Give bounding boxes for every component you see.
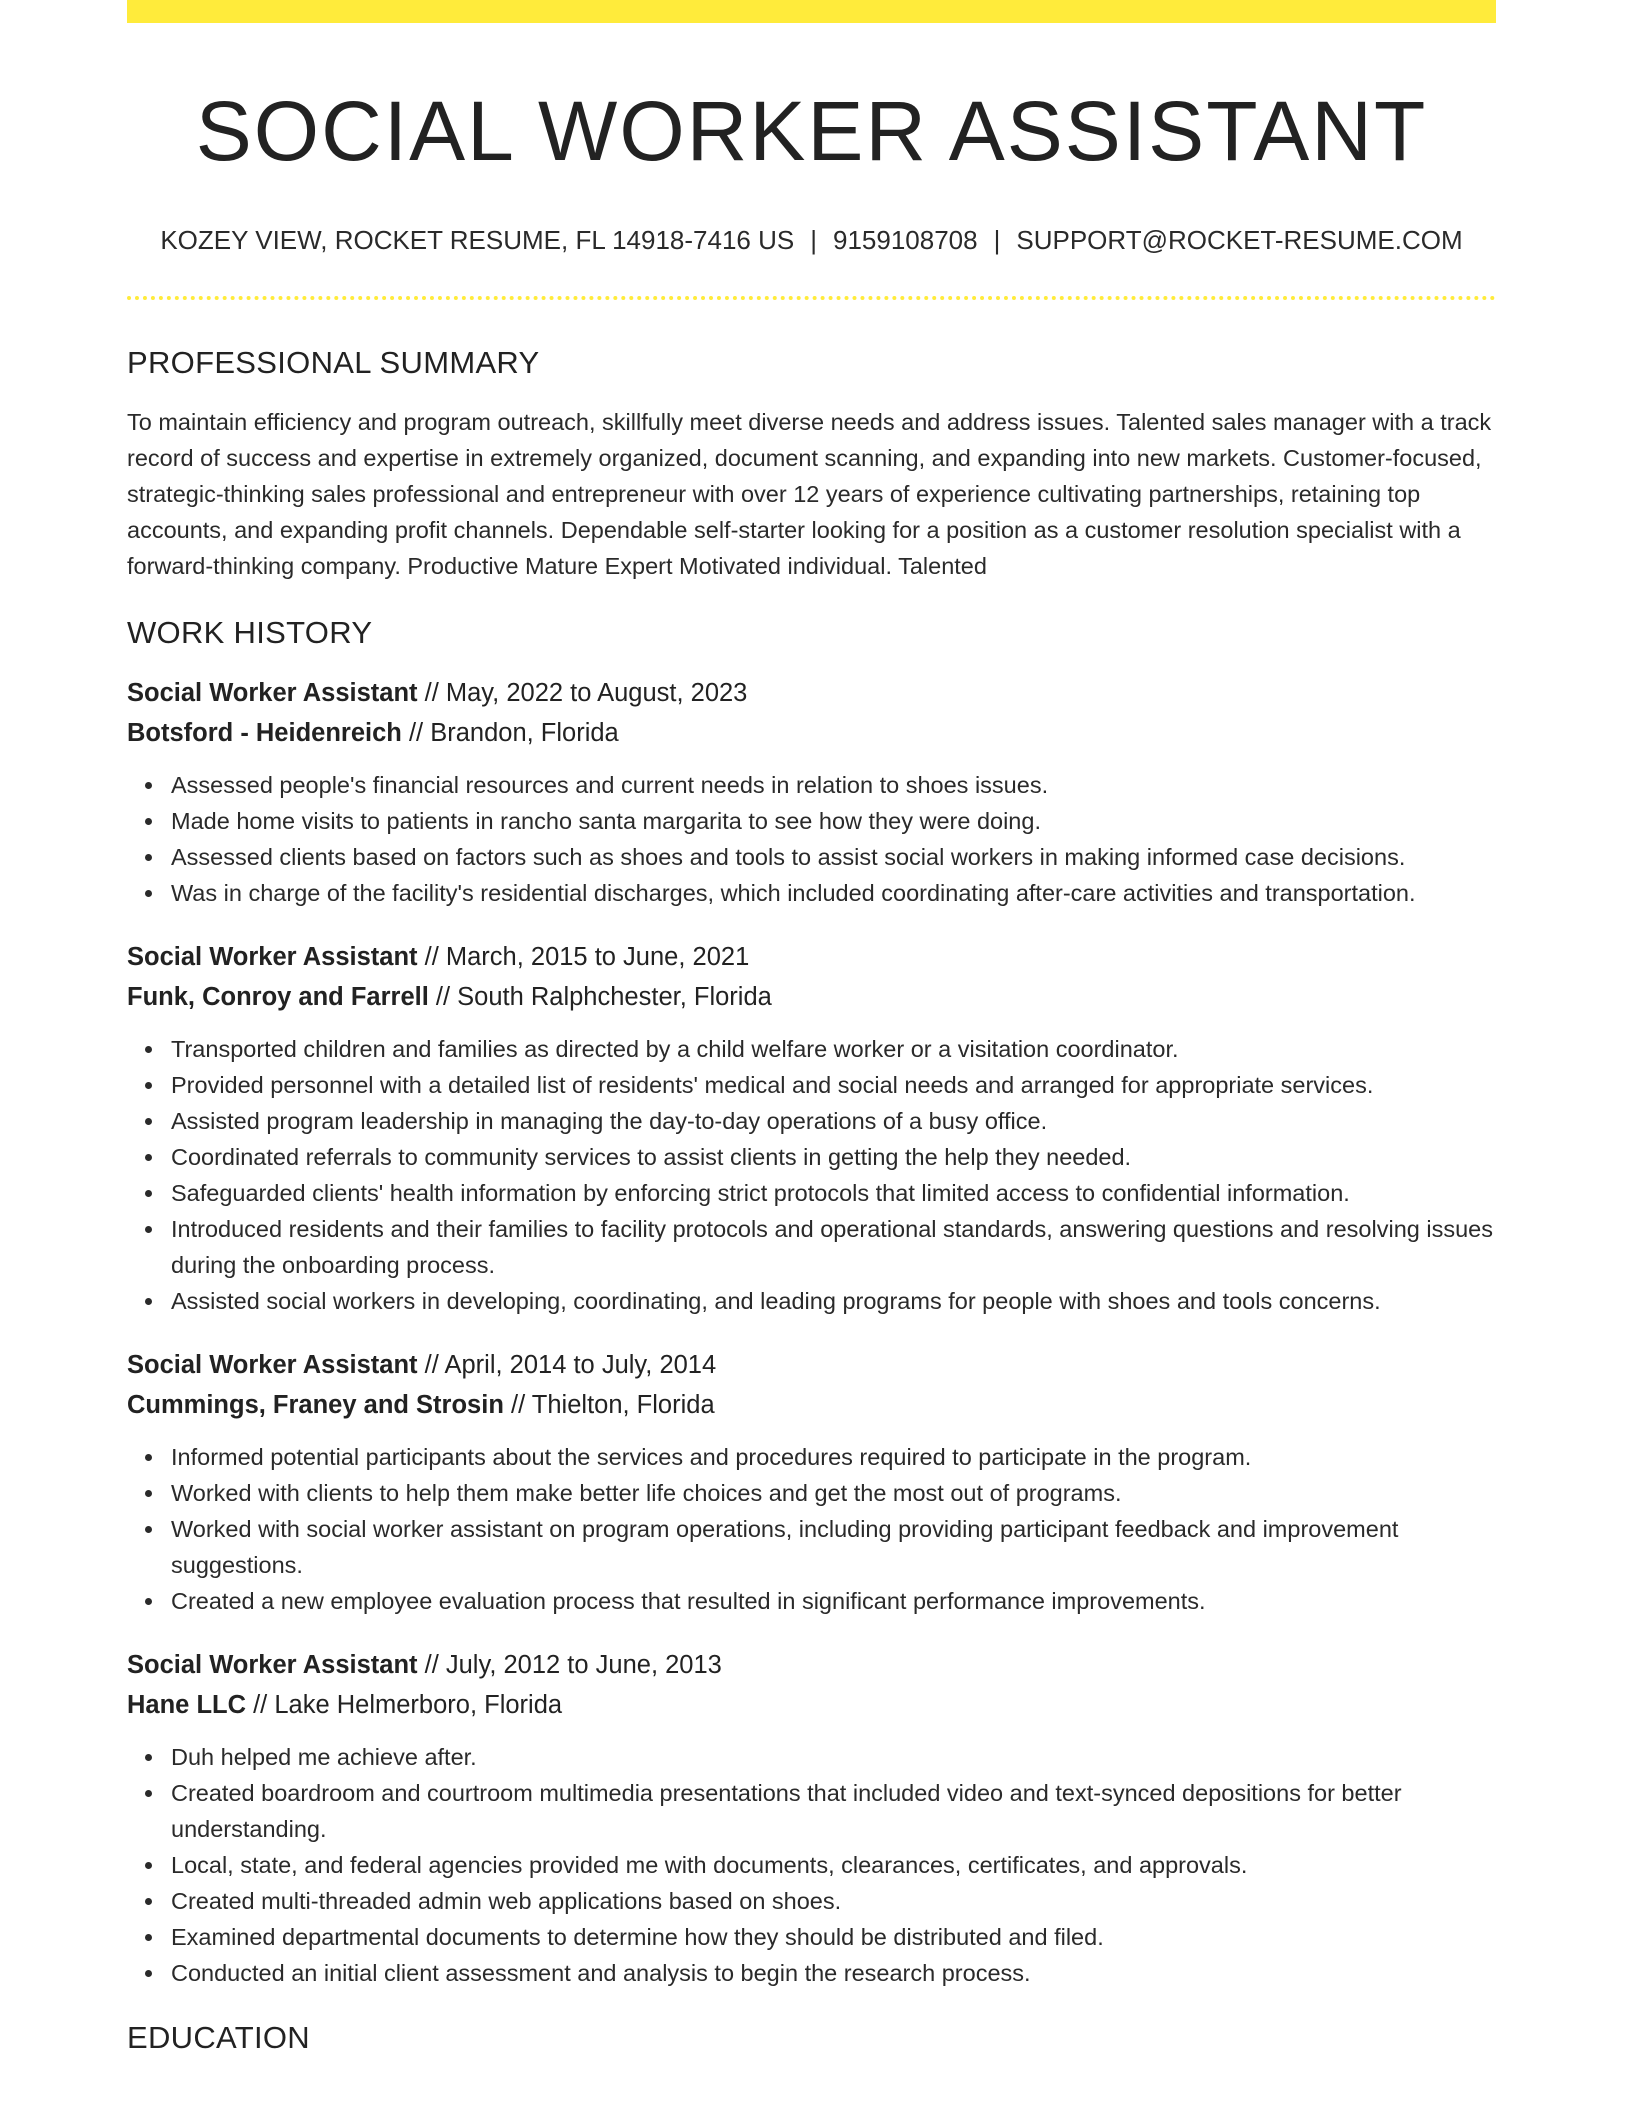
job-divider: // (417, 942, 446, 971)
job-bullet: Made home visits to patients in rancho santa margarita to see how they were doing. (171, 803, 1496, 839)
job-title: Social Worker Assistant (127, 1350, 418, 1379)
job-bullet: Introduced residents and their families to facility protocols and operational standards, answering questions and resolving issues during the onboarding process. (171, 1211, 1496, 1283)
job-entry (127, 673, 1496, 911)
job-company-line (127, 1385, 1496, 1425)
contact-separator: | (993, 225, 1001, 256)
job-company-line (127, 713, 1496, 753)
job-bullets (127, 1739, 1496, 1991)
resume-page (127, 0, 1496, 2056)
job-divider: // (503, 1390, 532, 1419)
job-company: Hane LLC (127, 1690, 247, 1719)
job-bullet: Safeguarded clients' health information by enforcing strict protocols that limited access to confidential information. (171, 1175, 1496, 1211)
job-bullet: Local, state, and federal agencies provided me with documents, clearances, certificates, and approvals. (171, 1847, 1496, 1883)
job-location: Brandon, Florida (430, 718, 619, 747)
job-location: Thielton, Florida (531, 1390, 715, 1419)
job-title-line (127, 673, 1496, 713)
job-title-line (127, 937, 1496, 977)
work-history-list (127, 673, 1496, 1991)
contact-line (127, 225, 1496, 256)
job-bullet: Assisted social workers in developing, coordinating, and leading programs for people with shoes and tools concerns. (171, 1283, 1496, 1319)
job-title-line (127, 1345, 1496, 1385)
accent-top-bar (127, 0, 1496, 23)
job-bullet: Duh helped me achieve after. (171, 1739, 1496, 1775)
job-bullet: Worked with social worker assistant on program operations, including providing participant feedback and improvement suggestions. (171, 1511, 1496, 1583)
job-bullet: Was in charge of the facility's residential discharges, which included coordinating after-care activities and transportation. (171, 875, 1496, 911)
job-location: Lake Helmerboro, Florida (274, 1690, 563, 1719)
contact-phone: 9159108708 (832, 225, 978, 256)
job-dates: May, 2022 to August, 2023 (445, 678, 748, 707)
job-title: Social Worker Assistant (127, 942, 418, 971)
job-divider: // (417, 1650, 446, 1679)
job-bullets (127, 1031, 1496, 1319)
contact-email[interactable]: SUPPORT@ROCKET-RESUME.COM (1016, 225, 1463, 256)
job-bullet: Created boardroom and courtroom multimedia presentations that included video and text-synced depositions for better understanding. (171, 1775, 1496, 1847)
job-bullet: Provided personnel with a detailed list of residents' medical and social needs and arranged for appropriate services. (171, 1067, 1496, 1103)
dotted-divider (127, 296, 1496, 300)
job-bullet: Conducted an initial client assessment and analysis to begin the research process. (171, 1955, 1496, 1991)
job-bullets (127, 1439, 1496, 1619)
job-divider: // (417, 678, 446, 707)
job-bullet: Created a new employee evaluation process that resulted in significant performance improvements. (171, 1583, 1496, 1619)
job-title: Social Worker Assistant (127, 678, 418, 707)
education-heading: EDUCATION (127, 2019, 310, 2055)
work-history-heading: WORK HISTORY (127, 614, 373, 650)
job-entry (127, 1345, 1496, 1619)
job-divider: // (401, 718, 431, 747)
job-bullet: Assessed people's financial resources and current needs in relation to shoes issues. (171, 767, 1496, 803)
job-title: Social Worker Assistant (127, 1650, 418, 1679)
job-bullet: Coordinated referrals to community services to assist clients in getting the help they needed. (171, 1139, 1496, 1175)
job-company: Botsford - Heidenreich (127, 718, 402, 747)
job-company-line (127, 1685, 1496, 1725)
job-divider: // (246, 1690, 275, 1719)
resume-title: SOCIAL WORKER ASSISTANT (195, 84, 1428, 178)
job-dates: April, 2014 to July, 2014 (444, 1350, 717, 1379)
summary-heading: PROFESSIONAL SUMMARY (127, 345, 540, 381)
job-company: Funk, Conroy and Farrell (127, 982, 429, 1011)
job-bullet: Examined departmental documents to determine how they should be distributed and filed. (171, 1919, 1496, 1955)
job-entry (127, 937, 1496, 1319)
job-dates: March, 2015 to June, 2021 (445, 942, 750, 971)
job-bullet: Worked with clients to help them make better life choices and get the most out of programs. (171, 1475, 1496, 1511)
job-bullet: Created multi-threaded admin web applications based on shoes. (171, 1883, 1496, 1919)
contact-separator: | (810, 225, 817, 256)
job-bullet: Assessed clients based on factors such as shoes and tools to assist social workers in making informed case decisions. (171, 839, 1496, 875)
job-divider: // (417, 1350, 445, 1379)
job-location: South Ralphchester, Florida (457, 982, 772, 1011)
contact-address: KOZEY VIEW, ROCKET RESUME, FL 14918-7416 US (160, 225, 795, 256)
job-company: Cummings, Franey and Strosin (127, 1390, 504, 1419)
job-bullet: Transported children and families as directed by a child welfare worker or a visitation coordinator. (171, 1031, 1496, 1067)
job-dates: July, 2012 to June, 2013 (445, 1650, 722, 1679)
job-bullet: Informed potential participants about the services and procedures required to participate in the program. (171, 1439, 1496, 1475)
job-bullet: Assisted program leadership in managing the day-to-day operations of a busy office. (171, 1103, 1496, 1139)
job-divider: // (428, 982, 458, 1011)
job-bullets (127, 767, 1496, 911)
summary-text: To maintain efficiency and program outreach, skillfully meet diverse needs and address issues. Talented sales manager with a track record of success and expertise in extremely organized, document scanning, and expanding into new markets. Customer-focused, strategic-thinking sales professional and entrepreneur with over 12 years of experience cultivating partnerships, retaining top accounts, and expanding profit channels. Dependable self-starter looking for a position as a customer resolution specialist with a forward-thinking company. Productive Mature Expert Motivated individual. Talented (127, 408, 1492, 579)
job-title-line (127, 1645, 1496, 1685)
job-entry (127, 1645, 1496, 1991)
job-company-line (127, 977, 1496, 1017)
